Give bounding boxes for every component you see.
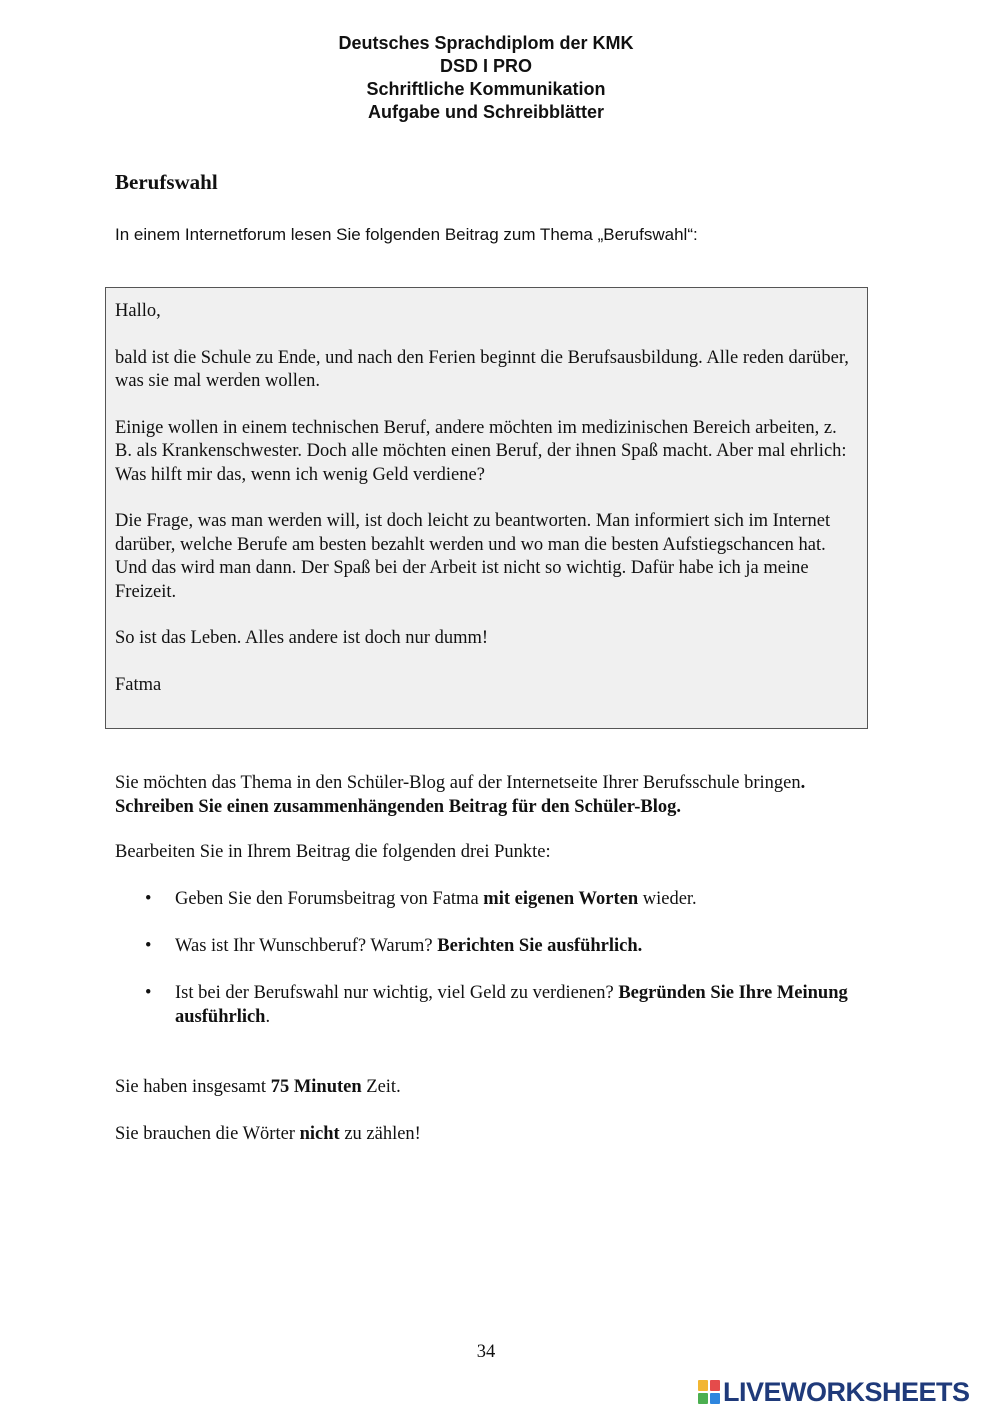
forum-greeting: Hallo, [115,301,161,321]
words-note-end: zu zählen! [339,1124,421,1144]
forum-paragraph-3: Die Frage, was man werden will, ist doch leicht zu beantworten. Man informiert sich im Internet darüber, welche Berufe am besten bezahlt werden und wo man die besten Aufstiegschancen hat. Und das wird man dann. Der Spaß bei der Arbeit ist nicht so wichtig. Dafür habe ich ja meine Freizeit. [115,511,831,602]
task-points-list [115,888,850,1053]
section-title: Berufswahl [115,170,218,194]
task-point-2 [115,935,850,959]
words-note [115,1123,850,1147]
header-line-3: Schriftliche Kommunikation [366,79,606,99]
words-note-text: Sie brauchen die Wörter [115,1124,300,1144]
task-point-2-text: Was ist Ihr Wunschberuf? Warum? [175,936,438,956]
document-header [0,32,972,124]
points-intro [115,841,850,865]
points-intro-text: Bearbeiten Sie in Ihrem Beitrag die folgenden drei Punkte: [115,842,551,862]
page-number: 34 [476,1342,496,1362]
time-note-bold: 75 Minuten [270,1077,362,1097]
forum-paragraph-4: So ist das Leben. Alles andere ist doch nur dumm! [115,628,489,648]
forum-paragraph-1: bald ist die Schule zu Ende, und nach den Ferien beginnt die Berufsausbildung. Alle reden darüber, was sie mal werden wollen. [115,347,849,391]
liveworksheets-wordmark: LIVEWORKSHEETS [723,1377,970,1407]
bullet-icon: • [145,936,152,956]
header-line-4: Aufgabe und Schreibblätter [367,102,605,122]
task-text-bold: . Schreiben Sie einen zusammenhängenden Beitrag für den Schüler-Blog. [115,773,806,817]
header-line-2: DSD I PRO [439,56,532,76]
forum-signature: Fatma [115,674,162,695]
task-instruction [115,772,850,819]
logo-cell-2 [710,1380,720,1391]
liveworksheets-logo-icon [698,1380,720,1404]
task-point-1-end: wieder. [638,889,697,909]
forum-post-box [105,287,868,729]
task-point-3-text: Ist bei der Berufswahl nur wichtig, viel Geld zu verdienen? [175,983,619,1003]
task-point-3 [115,982,850,1029]
logo-cell-1 [698,1380,708,1391]
task-text: Sie möchten das Thema in den Schüler-Blog auf der Internetseite Ihrer Berufsschule bringen [115,773,801,793]
logo-cell-4 [710,1393,720,1404]
bullet-icon: • [145,983,152,1003]
task-point-3-bold: Begründen Sie Ihre Meinung ausführlich [175,983,848,1027]
task-point-3-end: . [265,1006,271,1027]
intro-text: In einem Internetforum lesen Sie folgenden Beitrag zum Thema „Berufswahl“: [115,225,698,244]
task-point-2-bold: Berichten Sie ausführlich. [437,936,643,956]
task-point-1-text: Geben Sie den Forumsbeitrag von Fatma [175,889,484,909]
logo-cell-3 [698,1393,708,1404]
task-point-1 [115,888,850,912]
task-point-1-bold: mit eigenen Worten [483,889,639,909]
words-note-bold: nicht [299,1124,340,1144]
bullet-icon: • [145,889,152,909]
liveworksheets-brand[interactable] [698,1378,970,1406]
time-note-text: Sie haben insgesamt [115,1077,271,1097]
time-note [115,1076,850,1100]
time-note-end: Zeit. [361,1077,401,1097]
forum-paragraph-2: Einige wollen in einem technischen Beruf, andere möchten im medizinischen Bereich arbeiten, z. B. als Krankenschwester. Doch alle möchten einen Beruf, der ihnen Spaß macht. Aber mal ehrlich: Was hilft mir das, wenn ich wenig Geld verdiene? [115,417,847,485]
header-line-1: Deutsches Sprachdiplom der KMK [338,33,634,53]
